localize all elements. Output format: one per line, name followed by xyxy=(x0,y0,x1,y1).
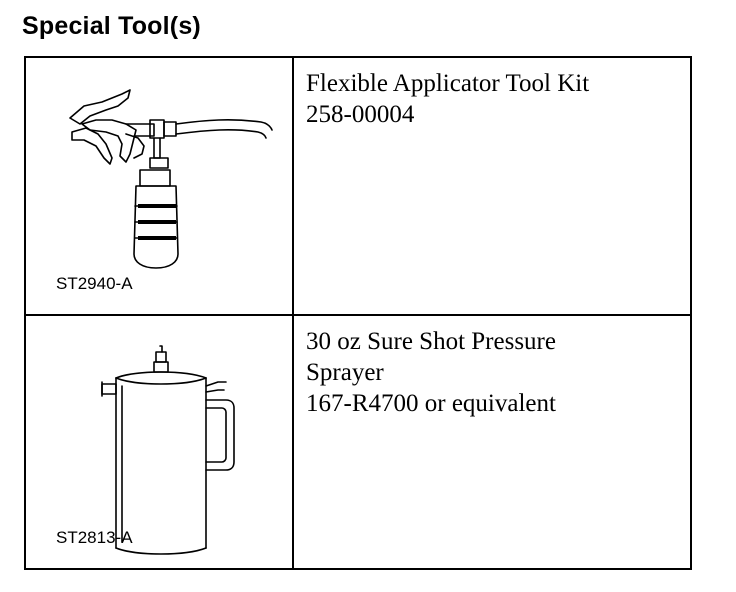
tool-name: 30 oz Sure Shot Pressure xyxy=(306,328,556,355)
figure-id-label: ST2813-A xyxy=(56,528,133,547)
tool-description-cell xyxy=(294,316,690,568)
figure-id-label: ST2940-A xyxy=(56,274,133,293)
page-title: Special Tool(s) xyxy=(22,12,201,40)
tool-name-continued: Sprayer xyxy=(306,359,384,386)
special-tools-table xyxy=(24,56,692,570)
tool-illustration-cell xyxy=(26,316,294,568)
tool-description-cell xyxy=(294,58,690,314)
tool-part-number: 167-R4700 or equivalent xyxy=(306,390,556,417)
tool-part-number: 258-00004 xyxy=(306,101,415,128)
tool-illustration-cell xyxy=(26,58,294,314)
tool-row xyxy=(26,316,690,568)
tool-name: Flexible Applicator Tool Kit xyxy=(306,70,590,97)
tool-row xyxy=(26,58,690,316)
